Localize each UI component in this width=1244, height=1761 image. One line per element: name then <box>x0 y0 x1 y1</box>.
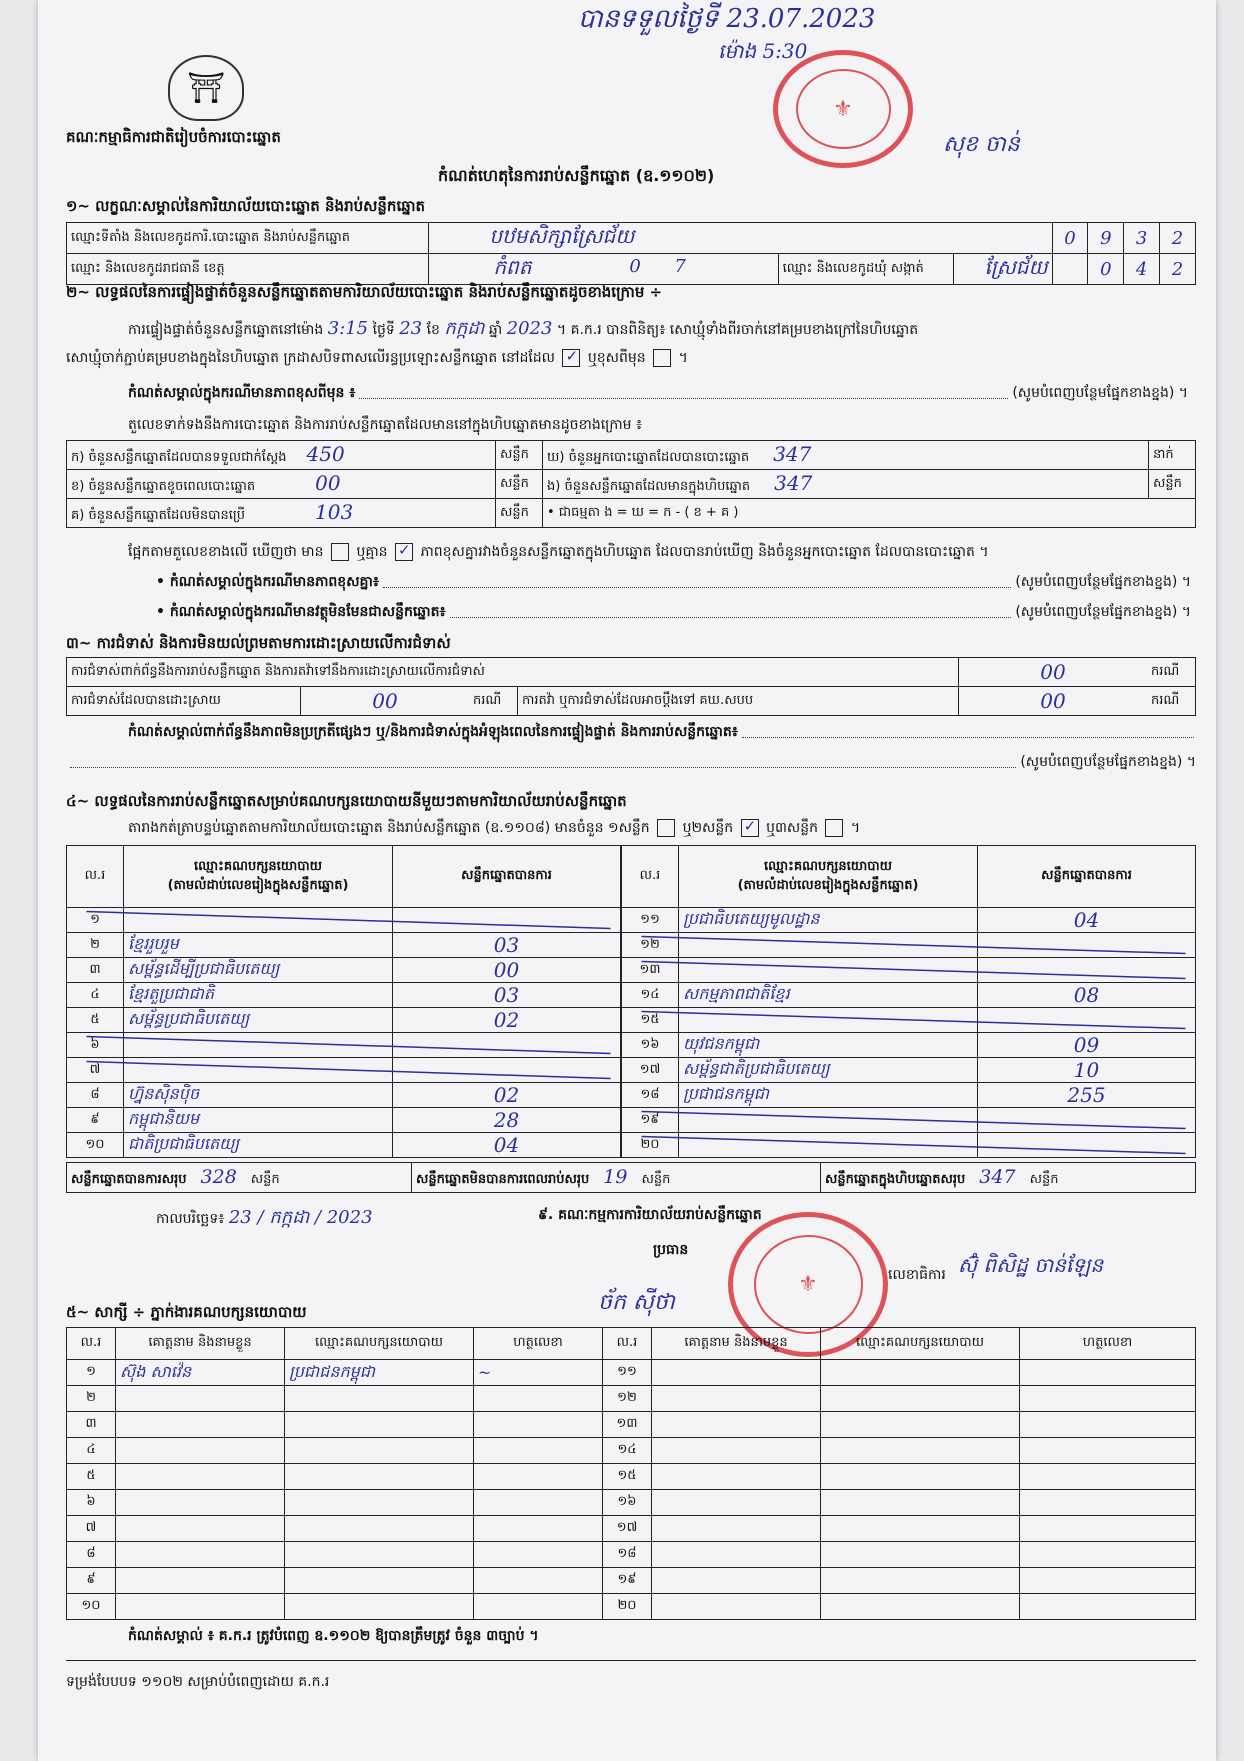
party-name: សម្ព័ន្ធដើម្បីប្រជាធិបតេយ្យ <box>124 958 393 983</box>
valid-votes: 03 <box>393 933 621 958</box>
witness-no: ១៦ <box>603 1490 652 1516</box>
witness-signature: ~ <box>474 1360 603 1386</box>
valid-votes: 04 <box>393 1133 621 1158</box>
strike-line <box>87 912 611 929</box>
section2-heading: ២~ លទ្ធផលនៃការផ្ទៀងផ្ទាត់ចំនួនសន្លឹកឆ្នោតតាមការិយាល័យបោះឆ្នោត និងរាប់សន្លឹកឆ្នោតដូចខាងក្រោម ÷ <box>66 283 663 301</box>
appeal-label: ការតវ៉ា ឬការជំទាស់ដែលអាចប្តឹងទៅ គឃ.សបប <box>518 687 959 716</box>
witness-table: ល.រ គោត្តនាម និងនាមខ្លួន ឈ្មោះគណបក្សនយោបាយ ហត្ថលេខា ល.រ គោត្តនាម និងនាមខ្លួន ឈ្មោះគណបក្សនយោបាយ ហត្ថលេខា ១ ស៊ុង សាវ៉េន ប្រជាជនកម្ពុជា ~ ១១ ២ ១២ ៣ ១៣ ៤ ១៤ ៥ ១៥ ៦ ១៦ ៧ ១៧ ៨ ១៨ ៩ ១៩ ១០ ២០ <box>66 1327 1196 1620</box>
party-name: ប្រជាធិបតេយ្យមូលដ្ឋាន <box>679 908 978 933</box>
valid-votes: 02 <box>393 1083 621 1108</box>
nec-logo: ⛩ <box>168 55 244 121</box>
strike-line <box>87 1062 611 1079</box>
witness-no: ២ <box>67 1386 116 1412</box>
result-no: ៨ <box>67 1083 124 1108</box>
result-no: ១០ <box>67 1133 124 1158</box>
commune-code-2: 4 <box>1124 254 1160 285</box>
resolved-label: ការជំទាស់ដែលបានដោះស្រាយ <box>67 687 301 716</box>
valid-votes: 04 <box>978 908 1196 933</box>
footnote: កំណត់សម្គាល់ ៖ គ.ក.រ ត្រូវបំពេញ ឧ.១១០២ ឱ្យបានត្រឹមត្រូវ ចំនួន ៣ច្បាប់ ។ <box>128 1628 539 1644</box>
witness-no: ១៤ <box>603 1438 652 1464</box>
province-code-1: 0 <box>629 256 641 277</box>
verification-line-1: ការផ្ទៀងផ្ទាត់ចំនួនសន្លឹកឆ្នោតនៅម៉ោង 3:15 ថ្ងៃទី 23 ខែ កក្កដា ឆ្នាំ 2023 ។ គ.ក.រ បានពិនិត្យ៖ សោឃ្មុំទាំងពីរចាក់នៅគម្របខាងក្រៅនៃហិបឆ្នោត <box>128 318 919 339</box>
strike-line <box>87 1037 611 1054</box>
verification-line-2: សោឃ្មុំចាក់ភ្ជាប់គម្របខាងក្នុងនៃហិបឆ្នោត ក្រដាសបិទពាសលើរន្ធប្រឡោះសន្លឹកឆ្នោត នៅដដែល ✓ ឬខុសពីមុន ។ <box>66 348 688 369</box>
total-invalid: 19 <box>603 1165 628 1188</box>
party-name: ខ្មែរតួប្រជាជាតិ <box>124 983 393 1008</box>
party-name: ហ្វ៊ុនស៊ិនប៉ិច <box>124 1083 393 1108</box>
witness-no: ១២ <box>603 1386 652 1412</box>
valid-votes: 09 <box>978 1033 1196 1058</box>
verify-year: 2023 <box>506 318 553 339</box>
location-label: ឈ្មោះទីតាំង និងលេខកូដការិ.បោះឆ្នោត និងរាប់សន្លឹកឆ្នោត <box>67 223 429 254</box>
section4-heading: ៤~ លទ្ធផលនៃការរាប់សន្លឹកឆ្នោតសម្រាប់គណបក្សនយោបាយនីមួយៗតាមការិយាល័យរាប់សន្លឹកឆ្នោត <box>66 792 627 810</box>
province-value: កំពត <box>493 255 532 279</box>
total-valid: 328 <box>200 1165 237 1188</box>
strike-line <box>642 937 1186 954</box>
ballots-in-box: 347 <box>774 471 813 495</box>
commune-label: ឈ្មោះ និងលេខកូដឃុំ សង្កាត់ <box>778 254 954 285</box>
formula-note: • ជាធម្មតា ង = ឃ = ក - ( ខ + គ ) <box>543 499 1196 528</box>
witness-no: ១១ <box>603 1360 652 1386</box>
chair-label: ប្រធាន <box>653 1242 689 1258</box>
received-date: បានទទួលថ្ងៃទី 23.07.2023 <box>578 4 876 34</box>
result-no: ២០ <box>622 1133 679 1158</box>
verify-month: កក្កដា <box>444 318 485 339</box>
result-no: ១៣ <box>622 958 679 983</box>
figures-intro: តួលេខទាក់ទងនឹងការបោះឆ្នោត និងការរាប់សន្លឹកឆ្នោតដែលមាននៅក្នុងហិបឆ្នោតមានដូចខាងក្រោម ៖ <box>128 417 643 433</box>
total-in-box: 347 <box>979 1165 1016 1188</box>
result-no: ១៨ <box>622 1083 679 1108</box>
witness-name: ស៊ុង សាវ៉េន <box>116 1360 285 1386</box>
party-name: ជាតិប្រជាធិបតេយ្យ <box>124 1133 393 1158</box>
irregularities-note: កំណត់សម្គាល់ពាក់ព័ន្ធនឹងភាពមិនប្រក្រតីផ្សេងៗ ឬ/និងការជំទាស់ក្នុងអំឡុងពេលនៃការផ្ទៀងផ្ទាត់ និងការរាប់សន្លឹកឆ្នោត៖ <box>128 722 1198 743</box>
party-name: សកម្មភាពជាតិខ្មែរ <box>679 983 978 1008</box>
province-label: ឈ្មោះ និងលេខកូដរាជធានី ខេត្ត <box>67 254 429 285</box>
valid-votes: 00 <box>393 958 621 983</box>
section1-heading: ១~ លក្ខណៈសម្គាល់នៃការិយាល័យបោះឆ្នោត និងរាប់សន្លឹកឆ្នោត <box>66 197 426 215</box>
difference-statement: ផ្អែកតាមតួលេខខាងលើ ឃើញថា មាន ឬគ្មាន ✓ ភាពខុសគ្នារវាងចំនួនសន្លឹកឆ្នោតក្នុងហិបឆ្នោត ដែលបានរាប់ឃើញ និងចំនួនអ្នកបោះឆ្នោត ដែលបានបោះឆ្នោត ។ <box>128 542 989 563</box>
result-no: ១២ <box>622 933 679 958</box>
valid-votes: 255 <box>978 1083 1196 1108</box>
result-no: ៧ <box>67 1058 124 1083</box>
witness-no: ៧ <box>67 1516 116 1542</box>
official-stamp-top: ⚜ <box>773 50 913 168</box>
witness-no: ១៣ <box>603 1412 652 1438</box>
section3-heading: ៣~ ការជំទាស់ និងការមិនយល់ព្រមតាមការដោះស្រាយលើការជំទាស់ <box>66 634 451 652</box>
commune-code-3: 2 <box>1160 254 1196 285</box>
party-name: ខ្មែរ​រួបរួម <box>124 933 393 958</box>
result-no: ៥ <box>67 1008 124 1033</box>
difference-note-line: កំណត់សម្គាល់ក្នុងករណីមានភាពខុសពីមុន ៖ (សូមបំពេញបន្ថែមផ្នែកខាងខ្នង) ។ <box>128 385 1188 401</box>
witness-no: ១០ <box>67 1594 116 1620</box>
witness-party: ប្រជាជនកម្ពុជា <box>285 1360 474 1386</box>
witness-no: ១៩ <box>603 1568 652 1594</box>
party-name: យុវជនកម្ពុជា <box>679 1033 978 1058</box>
results-table-left: ល.រ ឈ្មោះគណបក្សនយោបាយ (តាមលំដាប់លេខរៀងក្នុងសន្លឹកឆ្នោត) សន្លឹកឆ្នោតបានការ ១ ២ ខ្មែរ​រួបរួម 03 ៣ សម្ព័ន្ធដើម្បីប្រជាធិបតេយ្យ 00 ៤ ខ្មែរតួប្រជាជាតិ 03 ៥ សម្ព័ន្ធប្រជាធិបតេយ្យ 02 ៦ ៧ ៨ ហ្វ៊ុនស៊ិនប៉ិច 02 ៩ កម្ពុជានិយម 28 ១០ ជាតិប្រជាធិបតេយ្យ 04 <box>66 845 621 1158</box>
result-no: ២ <box>67 933 124 958</box>
valid-votes: 03 <box>393 983 621 1008</box>
verify-time: 3:15 <box>327 318 369 339</box>
witness-no: ១៧ <box>603 1516 652 1542</box>
chair-signature: ច័ក ស៊ីថា <box>598 1290 675 1315</box>
voters-voted: 347 <box>773 442 812 466</box>
witness-no: ៦ <box>67 1490 116 1516</box>
objections-count: 00 <box>959 658 1148 687</box>
location-code-2: 9 <box>1088 223 1124 254</box>
party-name: សម្ព័ន្ធជាតិប្រជាធិបតេយ្យ <box>679 1058 978 1083</box>
location-value: បឋមសិក្សាស្រែជ័យ <box>429 223 1052 254</box>
party-name: កម្ពុជានិយម <box>124 1108 393 1133</box>
witness-no: ៥ <box>67 1464 116 1490</box>
secretary-signature: ស៊ុំ ពិសិដ្ឋ ចាន់ឡែន <box>958 1253 1104 1277</box>
bullet-foreign-object-note: • កំណត់សម្គាល់ក្នុងករណីមានវត្ថុមិនមែនជាសន្លឹកឆ្នោត៖ (សូមបំពេញបន្ថែមផ្នែកខាងខ្នង) ។ <box>156 604 1191 620</box>
header-signature: សុខ ចាន់ <box>943 132 1020 157</box>
valid-votes: 08 <box>978 983 1196 1008</box>
result-no: ១៥ <box>622 1008 679 1033</box>
witness-no: ២០ <box>603 1594 652 1620</box>
result-no: ៩ <box>67 1108 124 1133</box>
record-sheet-count: តារាងកត់ត្រាបន្ទប់ឆ្នោតតាមការិយាល័យបោះឆ្នោត និងរាប់សន្លឹកឆ្នោត (ឧ.១១០៨) មានចំនួន ១សន្លឹក ឬ២សន្លឹក ✓ ឬ៣សន្លឹក ។ <box>128 818 860 839</box>
section5-heading: ៥~ សាក្សី ÷ ភ្នាក់ងារគណបក្សនយោបាយ <box>66 1303 307 1321</box>
bullet-difference-note: • កំណត់សម្គាល់ក្នុងករណីមានភាពខុសគ្នា៖ (សូមបំពេញបន្ថែមផ្នែកខាងខ្នង) ។ <box>156 574 1191 590</box>
result-no: ១៤ <box>622 983 679 1008</box>
location-code-3: 3 <box>1124 223 1160 254</box>
location-code-1: 0 <box>1052 223 1088 254</box>
province-code-2: 7 <box>674 256 686 277</box>
appeal-count: 00 <box>959 687 1148 716</box>
objections-label: ការជំទាស់ពាក់ព័ន្ធនឹងការរាប់សន្លឹកឆ្នោត និងការតវ៉ាទៅនឹងការដោះស្រាយលើការជំទាស់ <box>67 658 959 687</box>
witness-no: ៩ <box>67 1568 116 1594</box>
ballots-received: 450 <box>306 442 345 466</box>
witness-no: ៨ <box>67 1542 116 1568</box>
commune-value: ស្រែជ័យ <box>954 254 1052 285</box>
valid-votes: 10 <box>978 1058 1196 1083</box>
location-code-4: 2 <box>1160 223 1196 254</box>
valid-votes: 02 <box>393 1008 621 1033</box>
verify-day: 23 <box>399 318 423 339</box>
resolved-count: 00 <box>301 687 470 716</box>
results-table-right: ល.រ ឈ្មោះគណបក្សនយោបាយ (តាមលំដាប់លេខរៀងក្នុងសន្លឹកឆ្នោត) សន្លឹកឆ្នោតបានការ ១១ ប្រជាធិបតេយ្យមូលដ្ឋាន 04 ១២ ១៣ ១៤ សកម្មភាពជាតិខ្មែរ 08 ១៥ ១៦ យុវជនកម្ពុជា 09 ១៧ សម្ព័ន្ធជាតិប្រជាធិបតេយ្យ 10 ១៨ ប្រជាជនកម្ពុជា 255 ១៩ ២០ <box>621 845 1196 1158</box>
document-page <box>38 0 1216 1761</box>
ballot-figures-table: ក) ចំនួនសន្លឹកឆ្នោតដែលបានទទួលជាក់ស្តែង 450 សន្លឹក ឃ) ចំនួនអ្នកបោះឆ្នោតដែលបានបោះឆ្នោត 347 នាក់ ខ) ចំនួនសន្លឹកឆ្នោតខូចពេលបោះឆ្នោត 00 សន្លឹក ង) ចំនួនសន្លឹកឆ្នោតដែលមានក្នុងហិបឆ្នោត 347 សន្លឹក គ) ចំនួនសន្លឹកឆ្នោតដែលមិនបានប្រើ 103 សន្លឹក • ជាធម្មតា ង = ឃ = ក - ( ខ + គ ) <box>66 440 1196 528</box>
commune-code-1: 0 <box>1088 254 1124 285</box>
result-no: ១១ <box>622 908 679 933</box>
result-no: ៦ <box>67 1033 124 1058</box>
result-no: ៣ <box>67 958 124 983</box>
result-no: ៤ <box>67 983 124 1008</box>
valid-votes: 28 <box>393 1108 621 1133</box>
objections-table: ការជំទាស់ពាក់ព័ន្ធនឹងការរាប់សន្លឹកឆ្នោត និងការតវ៉ាទៅនឹងការដោះស្រាយលើការជំទាស់ 00 ករណី ការជំទាស់ដែលបានដោះស្រាយ 00 ករណី ការតវ៉ា ឬការជំទាស់ដែលអាចប្តឹងទៅ គឃ.សបប 00 ករណី <box>66 657 1196 716</box>
witness-no: ៣ <box>67 1412 116 1438</box>
committee-label: ៩. គណៈកម្មការការិយាល័យរាប់សន្លឹកឆ្នោត <box>538 1207 762 1223</box>
strike-line <box>642 1112 1186 1129</box>
result-no: ១៦ <box>622 1033 679 1058</box>
official-stamp-bottom: ⚜ <box>728 1212 888 1357</box>
received-time: ម៉ោង 5:30 <box>718 39 808 63</box>
witness-no: ១៨ <box>603 1542 652 1568</box>
strike-line <box>642 1012 1186 1029</box>
ballots-spoiled: 00 <box>315 471 341 495</box>
result-no: ១៧ <box>622 1058 679 1083</box>
strike-line <box>642 1137 1186 1154</box>
party-name: ប្រជាជនកម្ពុជា <box>679 1083 978 1108</box>
authority-name: គណៈកម្មាធិការជាតិរៀបចំការបោះឆ្នោត <box>66 128 281 146</box>
irregularities-fill: (សូមបំពេញបន្ថែមផ្នែកខាងខ្នង) ។ <box>66 752 1196 773</box>
ballots-unused: 103 <box>315 500 354 524</box>
strike-line <box>642 962 1186 979</box>
strike-through-overlay <box>38 0 1216 1761</box>
result-no: ១៩ <box>622 1108 679 1133</box>
witness-no: ១៥ <box>603 1464 652 1490</box>
signing-date: កាលបរិច្ឆេទ៖ 23 / កក្កដា / 2023 <box>156 1207 373 1228</box>
witness-no: ១ <box>67 1360 116 1386</box>
form-footer: ទម្រង់បែបបទ ១១០២ សម្រាប់បំពេញដោយ គ.ក.រ <box>66 1674 330 1690</box>
party-name: សម្ព័ន្ធប្រជាធិបតេយ្យ <box>124 1008 393 1033</box>
secretary-label: លេខាធិការ <box>888 1267 946 1283</box>
document-title: កំណត់ហេតុនៃការរាប់សន្លឹកឆ្នោត (ឧ.១១០២) <box>438 166 715 185</box>
totals-table: សន្លឹកឆ្នោតបានការសរុប 328 សន្លឹក សន្លឹកឆ្នោតមិនបានការពេលរាប់សរុប 19 សន្លឹក សន្លឹកឆ្នោតក្នុងហិបឆ្នោតសរុប 347 សន្លឹក <box>66 1162 1196 1193</box>
result-no: ១ <box>67 908 124 933</box>
witness-no: ៤ <box>67 1438 116 1464</box>
